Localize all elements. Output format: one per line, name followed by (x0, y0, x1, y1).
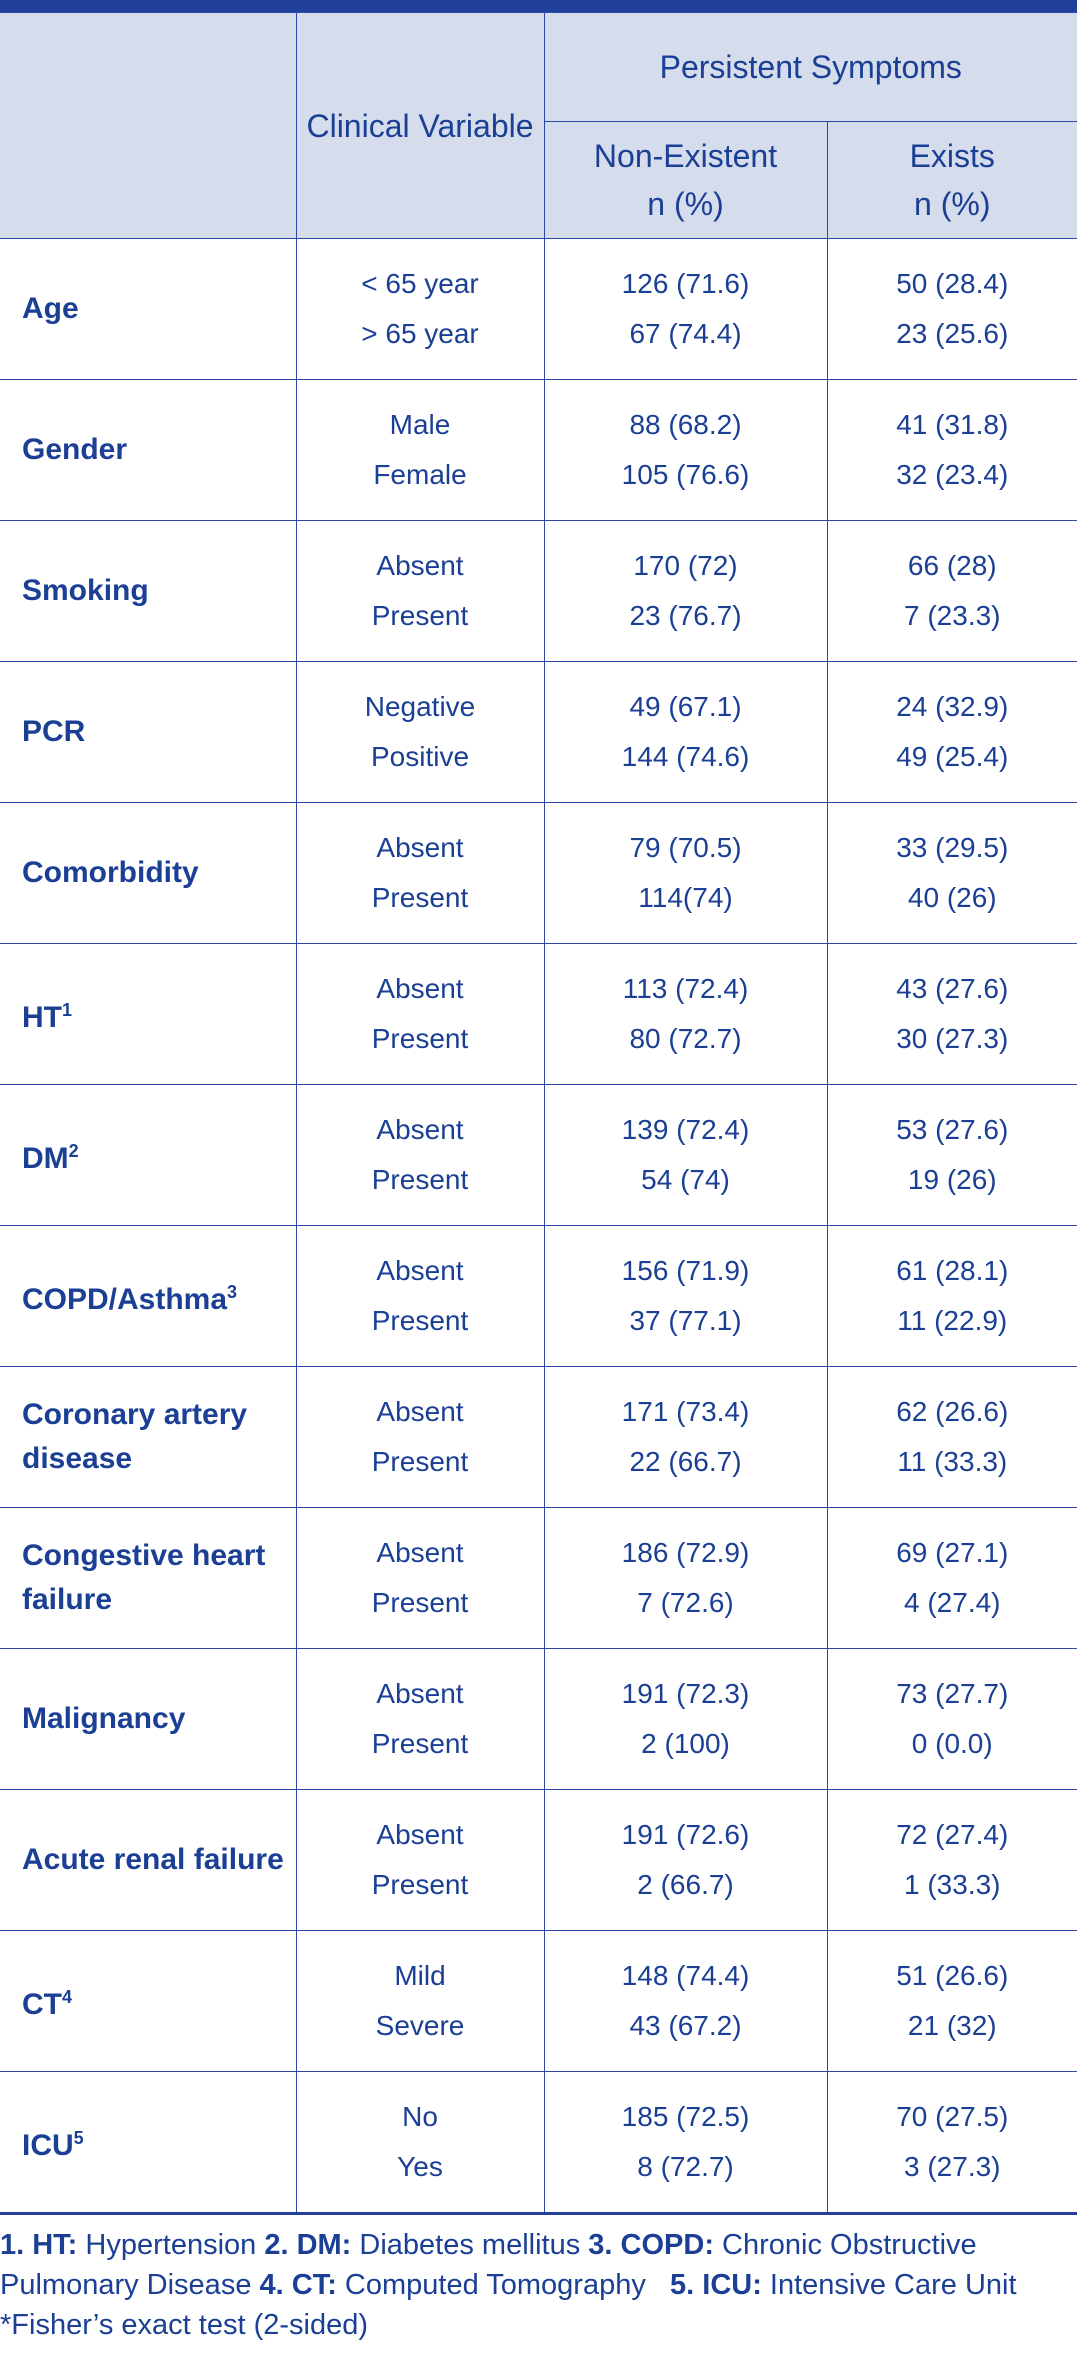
non-existent-value: 105 (76.6) (621, 459, 750, 490)
variable-name: Coronary artery disease (22, 1398, 248, 1475)
level-cell (296, 239, 544, 380)
footnote-1-text: Hypertension (85, 2229, 257, 2261)
level-value: < 65 year (361, 268, 479, 299)
table-row (0, 1085, 1077, 1226)
level-value: Absent (376, 1255, 464, 1286)
footnote-5 (670, 2269, 1017, 2301)
level-value: Absent (376, 550, 464, 581)
exists-value: 49 (25.4) (896, 741, 1009, 772)
level-value: Absent (376, 1537, 464, 1568)
non-existent-value: 113 (72.4) (622, 973, 749, 1004)
variable-name: ICU (22, 2129, 74, 2162)
level-value: Positive (370, 741, 470, 772)
non-existent-value: 186 (72.9) (621, 1537, 750, 1568)
header-non-existent-label: Non-Existent (593, 138, 778, 174)
table-row (0, 1649, 1077, 1790)
footnote-1 (0, 2229, 256, 2261)
exists-cell (827, 2072, 1077, 2214)
footnote-marker: 5 (73, 2128, 84, 2148)
exists-cell (827, 239, 1077, 380)
variable-name: Acute renal failure (22, 1843, 284, 1876)
level-value: Present (371, 1869, 469, 1900)
exists-value: 40 (26) (907, 882, 997, 913)
exists-cell (827, 1508, 1077, 1649)
non-existent-cell (544, 380, 827, 521)
non-existent-value: 148 (74.4) (621, 1960, 750, 1991)
variable-name: Congestive heart failure (22, 1539, 266, 1616)
variable-name-cell (0, 1649, 296, 1790)
table-row (0, 1790, 1077, 1931)
exists-cell (827, 521, 1077, 662)
level-cell (296, 1649, 544, 1790)
non-existent-value: 22 (66.7) (629, 1446, 742, 1477)
exists-cell (827, 1226, 1077, 1367)
variable-name-cell (0, 803, 296, 944)
level-value: Mild (394, 1960, 446, 1991)
exists-value: 24 (32.9) (896, 691, 1009, 722)
table-row (0, 1508, 1077, 1649)
exists-value: 69 (27.1) (896, 1537, 1009, 1568)
non-existent-cell (544, 803, 827, 944)
non-existent-value: 144 (74.6) (621, 741, 750, 772)
non-existent-value: 43 (67.2) (629, 2010, 742, 2041)
exists-value: 41 (31.8) (896, 409, 1009, 440)
exists-cell (827, 1931, 1077, 2072)
non-existent-cell (544, 1931, 827, 2072)
exists-value: 43 (27.6) (896, 973, 1009, 1004)
footnote-marker: 2 (68, 1141, 79, 1161)
level-cell (296, 2072, 544, 2214)
level-cell (296, 662, 544, 803)
footnote-marker: 3 (227, 1282, 238, 1302)
level-value: Present (371, 1446, 469, 1477)
non-existent-cell (544, 1226, 827, 1367)
level-value: Absent (376, 1396, 464, 1427)
variable-name-cell (0, 1085, 296, 1226)
variable-name: DM (22, 1142, 69, 1175)
non-existent-value: 49 (67.1) (629, 691, 742, 722)
exists-cell (827, 380, 1077, 521)
variable-name-cell (0, 944, 296, 1085)
footnote-4-key: 4. CT: (259, 2269, 337, 2301)
table-row (0, 380, 1077, 521)
variable-name-cell (0, 1508, 296, 1649)
variable-name: Age (22, 292, 79, 325)
level-value: Negative (364, 691, 476, 722)
table-row (0, 1226, 1077, 1367)
non-existent-cell (544, 1508, 827, 1649)
non-existent-cell (544, 1649, 827, 1790)
table-row (0, 1931, 1077, 2072)
non-existent-value: 191 (72.6) (621, 1819, 750, 1850)
level-cell (296, 521, 544, 662)
non-existent-value: 185 (72.5) (621, 2101, 750, 2132)
exists-cell (827, 1790, 1077, 1931)
non-existent-value: 139 (72.4) (621, 1114, 750, 1145)
level-cell (296, 803, 544, 944)
non-existent-value: 156 (71.9) (621, 1255, 750, 1286)
variable-name: Smoking (22, 574, 149, 607)
non-existent-value: 54 (74) (641, 1164, 730, 1195)
level-value: Yes (397, 2151, 443, 2182)
level-value: Present (371, 600, 469, 631)
variable-name-cell (0, 1367, 296, 1508)
level-cell (296, 1226, 544, 1367)
exists-value: 7 (23.3) (904, 600, 1001, 631)
exists-value: 11 (33.3) (897, 1446, 1008, 1477)
variable-name-cell (0, 662, 296, 803)
non-existent-value: 2 (66.7) (637, 1869, 734, 1900)
variable-name-cell (0, 1226, 296, 1367)
exists-value: 11 (22.9) (897, 1305, 1008, 1336)
exists-cell (827, 662, 1077, 803)
variable-name: Comorbidity (22, 856, 199, 889)
table-row (0, 944, 1077, 1085)
level-cell (296, 1790, 544, 1931)
exists-value: 4 (27.4) (904, 1587, 1001, 1618)
variable-name: COPD/Asthma (22, 1283, 228, 1316)
table-row (0, 2072, 1077, 2214)
exists-value: 3 (27.3) (904, 2151, 1001, 2182)
table-row (0, 1367, 1077, 1508)
non-existent-value: 67 (74.4) (629, 318, 742, 349)
non-existent-value: 88 (68.2) (629, 409, 742, 440)
level-cell (296, 944, 544, 1085)
exists-value: 19 (26) (907, 1164, 997, 1195)
level-value: No (402, 2101, 438, 2132)
level-value: Absent (376, 1114, 464, 1145)
level-value: Absent (376, 1819, 464, 1850)
persistent-symptoms-table (0, 12, 1077, 2215)
exists-cell (827, 944, 1077, 1085)
non-existent-value: 2 (100) (641, 1728, 730, 1759)
footnote-3-text: Chronic Obstructive Pulmonary Disease (0, 2229, 977, 2301)
footnote-1-key: 1. HT: (0, 2229, 78, 2261)
level-value: Female (373, 459, 467, 490)
level-value: Present (371, 1305, 469, 1336)
footnote-3-key: 3. COPD: (588, 2229, 714, 2261)
level-value: Present (371, 1164, 469, 1195)
footnote-2-text: Diabetes mellitus (359, 2229, 581, 2261)
header-persistent-symptoms: Persistent Symptoms (544, 13, 1077, 122)
level-cell (296, 1085, 544, 1226)
variable-name-cell (0, 239, 296, 380)
variable-name-cell (0, 1790, 296, 1931)
non-existent-cell (544, 2072, 827, 2214)
level-cell (296, 1931, 544, 2072)
exists-cell (827, 1367, 1077, 1508)
non-existent-cell (544, 1790, 827, 1931)
non-existent-cell (544, 1367, 827, 1508)
non-existent-value: 80 (72.7) (629, 1023, 742, 1054)
exists-value: 33 (29.5) (896, 832, 1009, 863)
footnote-5-text: Intensive Care Unit (769, 2269, 1017, 2301)
non-existent-value: 170 (72) (633, 550, 738, 581)
exists-value: 72 (27.4) (896, 1819, 1009, 1850)
non-existent-cell (544, 1085, 827, 1226)
footnotes (0, 2225, 1070, 2345)
footnote-2 (264, 2229, 580, 2261)
variable-name: PCR (22, 715, 86, 748)
exists-value: 66 (28) (907, 550, 997, 581)
exists-value: 30 (27.3) (896, 1023, 1009, 1054)
exists-cell (827, 1085, 1077, 1226)
table-header (0, 13, 1077, 239)
variable-name-cell (0, 380, 296, 521)
table-body (0, 239, 1077, 2214)
exists-value: 61 (28.1) (896, 1255, 1009, 1286)
non-existent-value: 114(74) (638, 882, 733, 913)
level-value: Severe (375, 2010, 465, 2041)
variable-name: Malignancy (22, 1702, 186, 1735)
footnote-abbreviations (0, 2225, 1070, 2305)
variable-name: CT (22, 1988, 62, 2021)
level-value: Present (371, 882, 469, 913)
level-value: Absent (376, 973, 464, 1004)
level-value: Absent (376, 832, 464, 863)
level-cell (296, 380, 544, 521)
non-existent-cell (544, 521, 827, 662)
exists-value: 23 (25.6) (896, 318, 1009, 349)
table-row (0, 239, 1077, 380)
non-existent-value: 171 (73.4) (621, 1396, 750, 1427)
footnote-2-key: 2. DM: (264, 2229, 352, 2261)
non-existent-value: 8 (72.7) (637, 2151, 734, 2182)
exists-value: 1 (33.3) (904, 1869, 1001, 1900)
footnote-marker: 1 (62, 1000, 73, 1020)
exists-cell (827, 803, 1077, 944)
table-row (0, 662, 1077, 803)
non-existent-value: 37 (77.1) (629, 1305, 742, 1336)
header-non-existent (544, 122, 827, 239)
non-existent-value: 7 (72.6) (637, 1587, 734, 1618)
exists-value: 73 (27.7) (896, 1678, 1009, 1709)
variable-name-cell (0, 1931, 296, 2072)
table-row (0, 803, 1077, 944)
non-existent-cell (544, 239, 827, 380)
level-value: > 65 year (361, 318, 479, 349)
top-rule (0, 0, 1077, 12)
exists-value: 62 (26.6) (896, 1396, 1009, 1427)
exists-value: 53 (27.6) (896, 1114, 1009, 1145)
non-existent-value: 79 (70.5) (629, 832, 742, 863)
footnote-4 (260, 2269, 646, 2301)
level-value: Present (371, 1728, 469, 1759)
header-exists-label: Exists (909, 138, 995, 174)
table-row (0, 521, 1077, 662)
variable-name-cell (0, 521, 296, 662)
variable-name: Gender (22, 433, 128, 466)
exists-value: 51 (26.6) (896, 1960, 1009, 1991)
level-cell (296, 1508, 544, 1649)
header-exists (827, 122, 1077, 239)
exists-value: 70 (27.5) (896, 2101, 1009, 2132)
variable-name-cell (0, 2072, 296, 2214)
exists-value: 0 (0.0) (911, 1728, 993, 1759)
exists-value: 32 (23.4) (896, 459, 1009, 490)
level-value: Present (371, 1587, 469, 1618)
non-existent-value: 23 (76.7) (629, 600, 742, 631)
exists-cell (827, 1649, 1077, 1790)
footnote-4-text: Computed Tomography (344, 2269, 646, 2301)
header-non-existent-unit: n (%) (647, 186, 724, 222)
footnote-5-key: 5. ICU: (670, 2269, 762, 2301)
non-existent-value: 191 (72.3) (621, 1678, 750, 1709)
non-existent-cell (544, 662, 827, 803)
level-value: Present (371, 1023, 469, 1054)
exists-value: 21 (32) (907, 2010, 997, 2041)
non-existent-cell (544, 944, 827, 1085)
header-exists-unit: n (%) (914, 186, 991, 222)
header-empty-cell (0, 13, 296, 239)
footnote-test-note: *Fisher’s exact test (2-sided) (0, 2309, 369, 2341)
variable-name: HT (22, 1001, 62, 1034)
header-clinical-variable: Clinical Variable (296, 13, 544, 239)
level-cell (296, 1367, 544, 1508)
level-value: Absent (376, 1678, 464, 1709)
non-existent-value: 126 (71.6) (621, 268, 750, 299)
level-value: Male (389, 409, 451, 440)
exists-value: 50 (28.4) (896, 268, 1009, 299)
footnote-marker: 4 (62, 1987, 73, 2007)
